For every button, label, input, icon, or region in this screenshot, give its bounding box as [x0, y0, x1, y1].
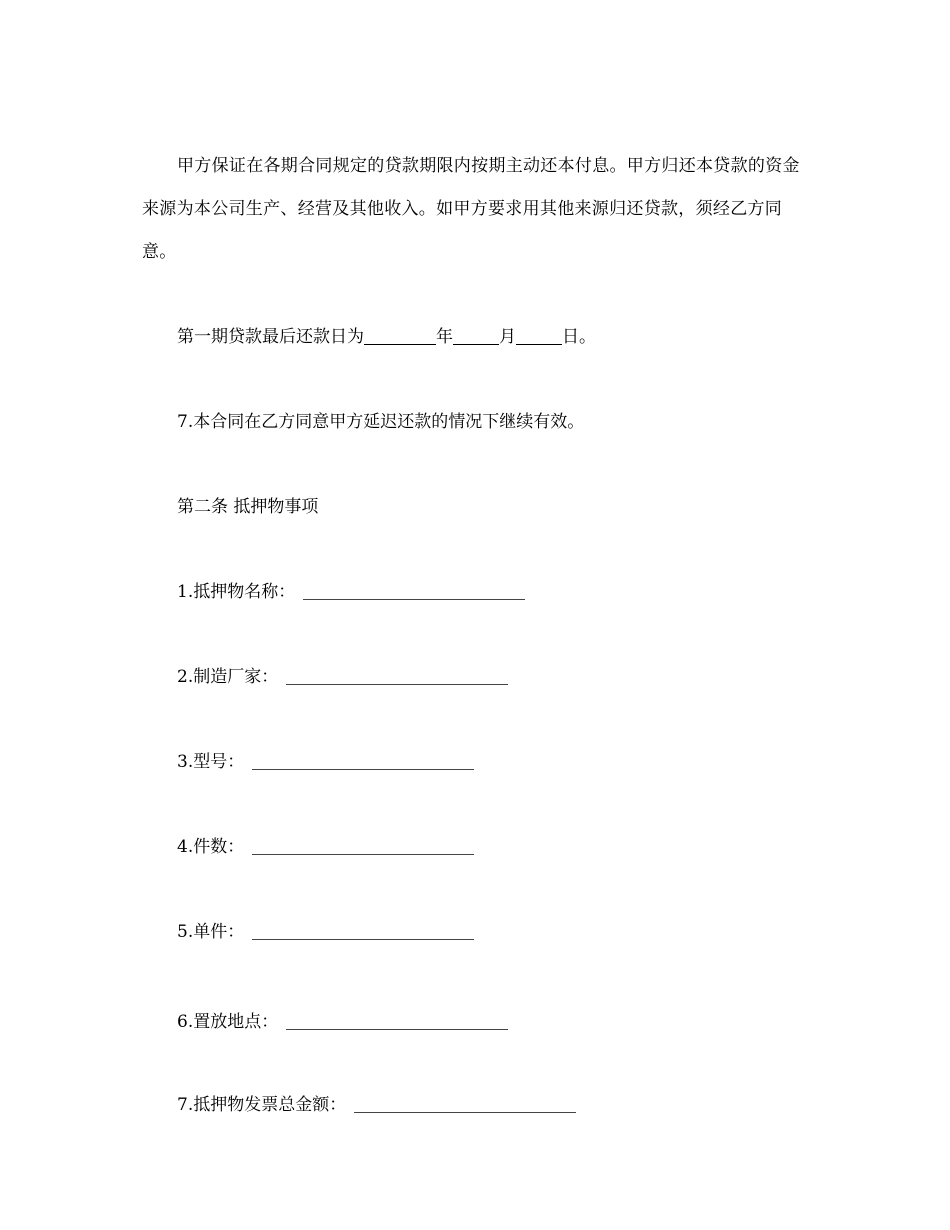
collateral-item — [177, 1010, 508, 1034]
paragraph-repayment-guarantee: 甲方保证在各期合同规定的贷款期限内按期主动还本付息。甲方归还本贷款的资金来源为本公司生产、经营及其他收入。如甲方要求用其他来源归还贷款，须经乙方同意。 — [142, 156, 800, 262]
year-label: 年 — [436, 327, 453, 347]
day-blank[interactable] — [516, 326, 562, 345]
month-blank[interactable] — [453, 326, 499, 345]
collateral-item-label: 2.制造厂家： — [177, 667, 279, 687]
repayment-date-prefix: 第一期贷款最后还款日为 — [177, 327, 364, 347]
collateral-item-label: 4.件数： — [177, 837, 245, 857]
collateral-item-label: 3.型号： — [177, 752, 245, 772]
quantity-blank[interactable] — [252, 836, 474, 855]
collateral-name-blank[interactable] — [303, 581, 525, 600]
year-blank[interactable] — [364, 326, 436, 345]
collateral-item — [177, 665, 508, 689]
month-label: 月 — [499, 327, 516, 347]
collateral-item-label: 6.置放地点： — [177, 1012, 279, 1032]
collateral-item — [177, 920, 474, 944]
article-2-heading: 第二条 抵押物事项 — [177, 497, 319, 517]
day-label: 日。 — [562, 327, 596, 347]
collateral-item-label: 7.抵押物发票总金额： — [177, 1095, 347, 1115]
invoice-total-blank[interactable] — [354, 1094, 576, 1113]
location-blank[interactable] — [286, 1011, 508, 1030]
collateral-item — [177, 580, 525, 604]
model-blank[interactable] — [252, 751, 474, 770]
repayment-date-line — [177, 325, 596, 349]
clause-7-continued-validity: 7.本合同在乙方同意甲方延迟还款的情况下继续有效。 — [177, 412, 585, 432]
collateral-item — [177, 1093, 576, 1117]
collateral-item — [177, 835, 474, 859]
collateral-item-label: 1.抵押物名称： — [177, 582, 296, 602]
collateral-item — [177, 750, 474, 774]
collateral-item-label: 5.单件： — [177, 922, 245, 942]
unit-blank[interactable] — [252, 921, 474, 940]
manufacturer-blank[interactable] — [286, 666, 508, 685]
